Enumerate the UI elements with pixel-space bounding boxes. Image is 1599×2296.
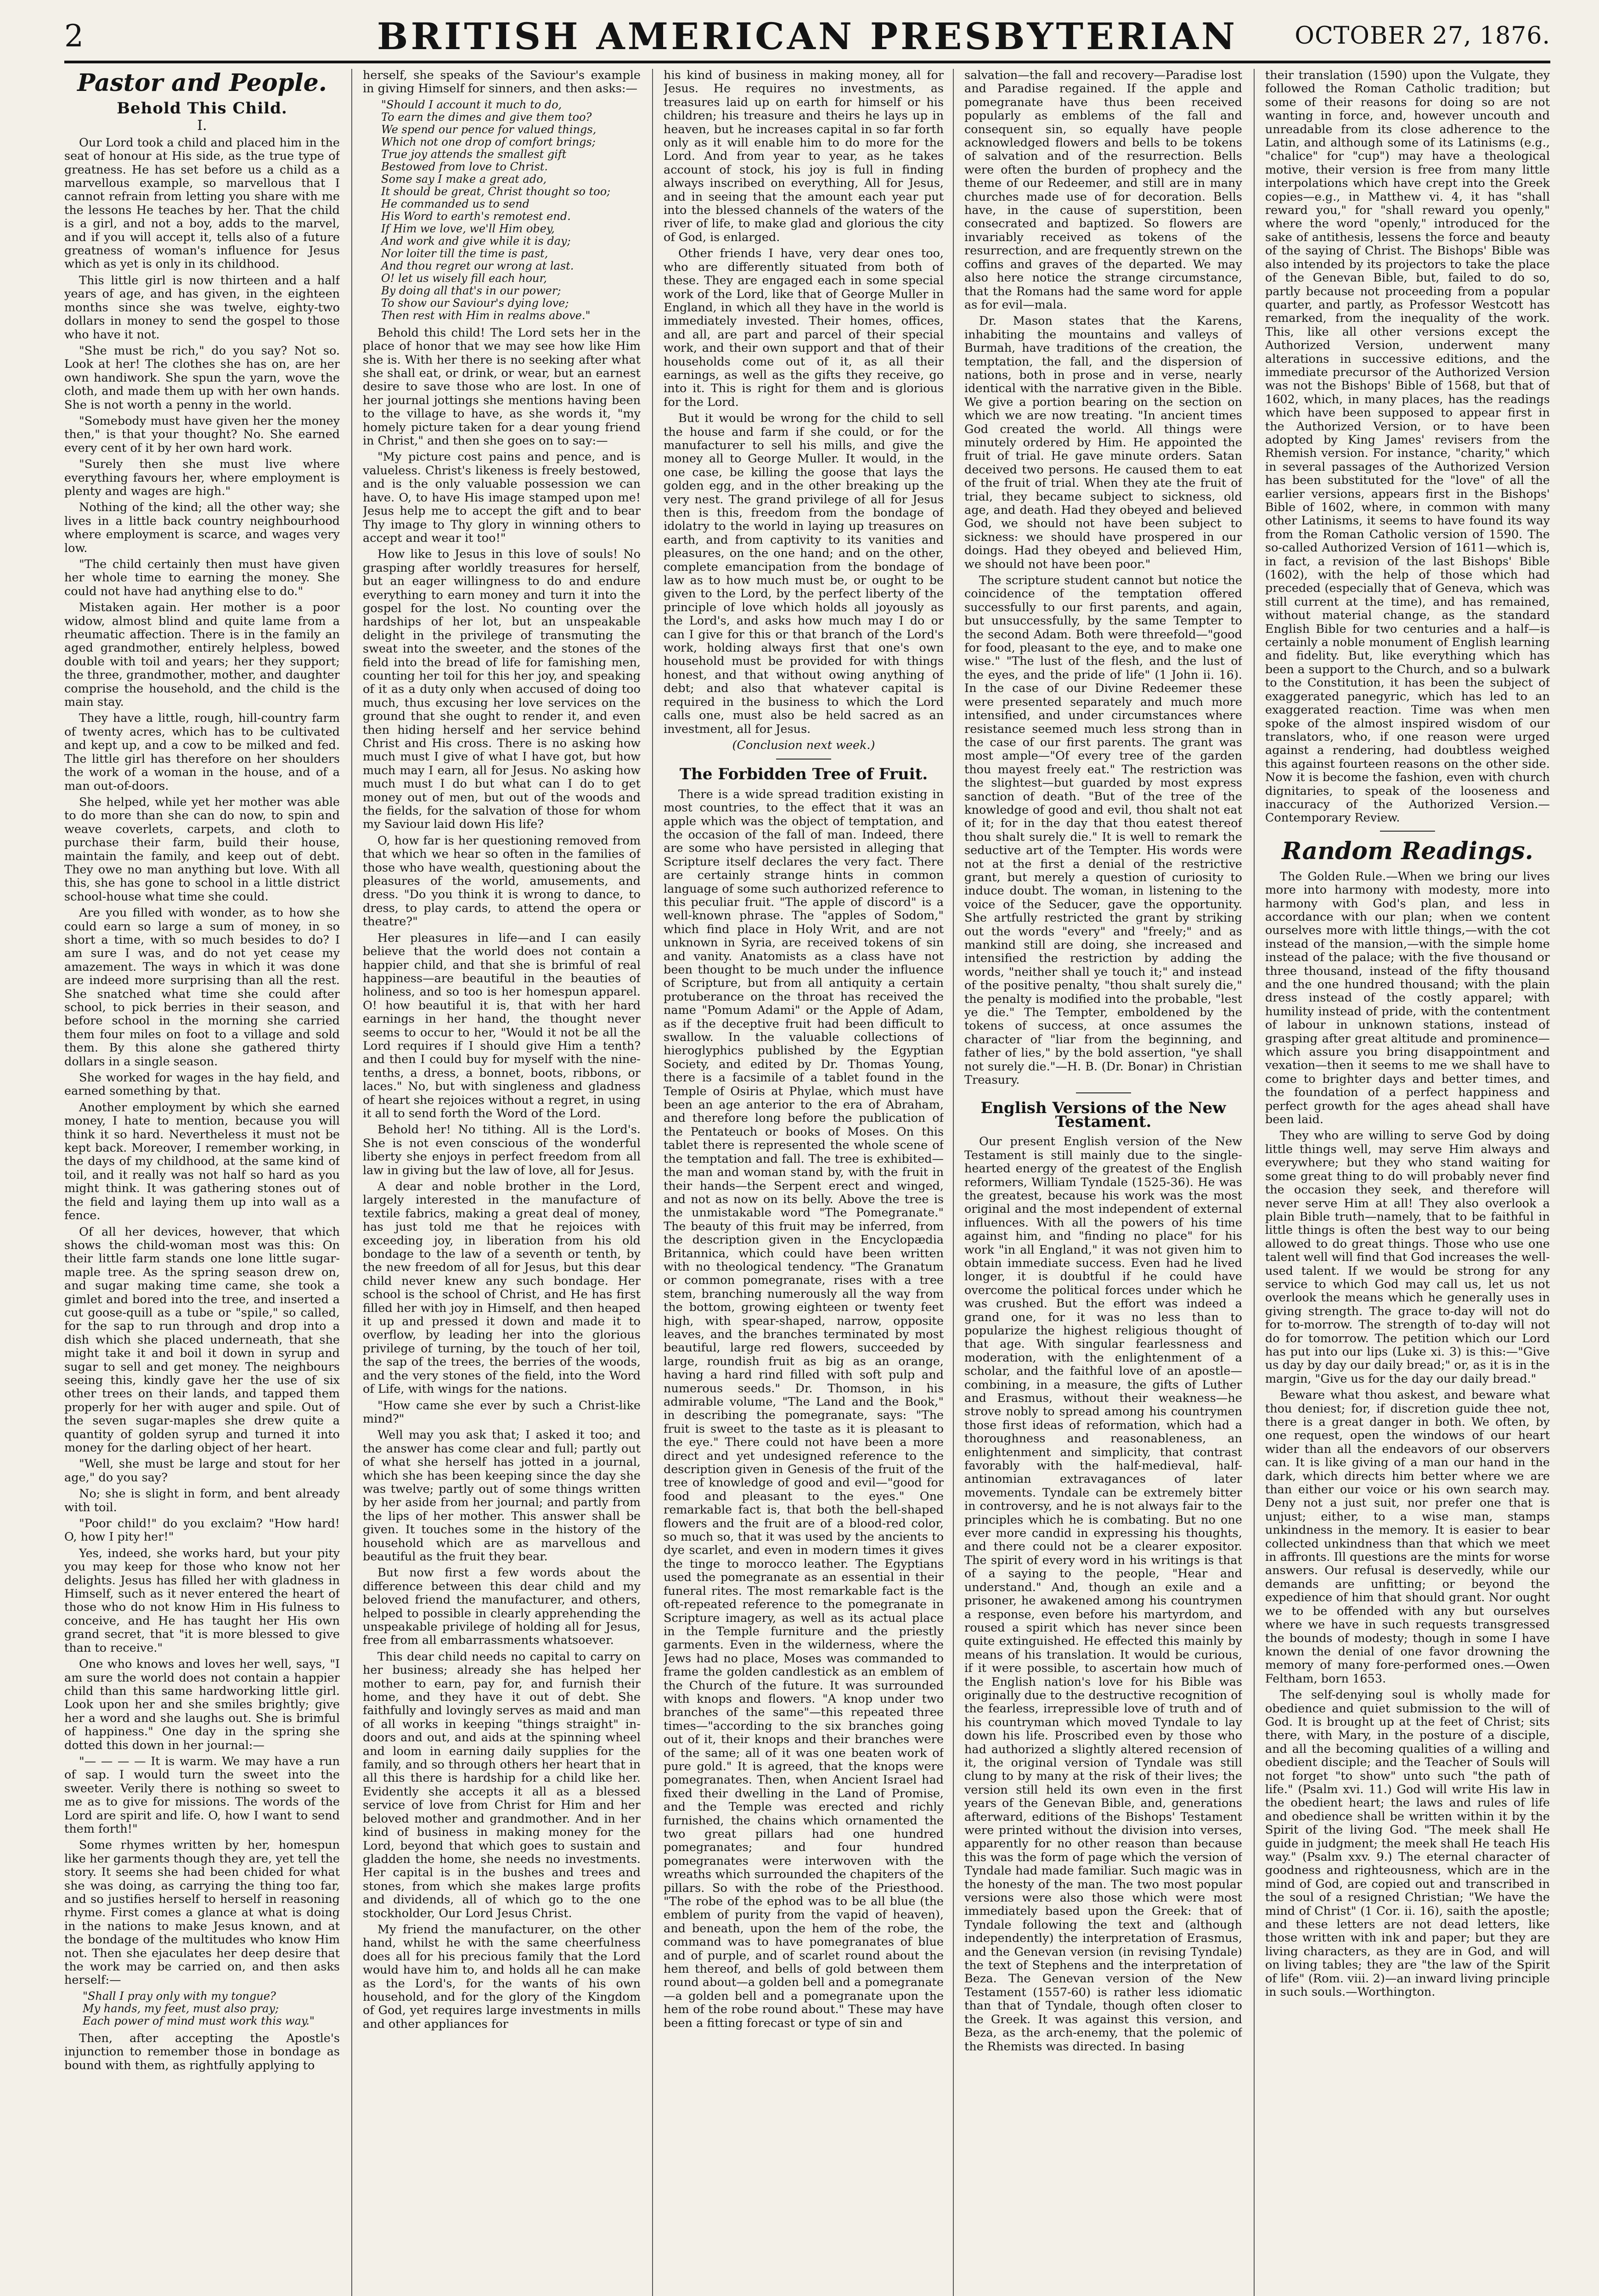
paragraph: Of all her devices, however, that which shows the child-woman most was this: On their little farm stands one lone little sugar-maple tree. As the spring season drew on, and sugar making time came, she took a gimlet and bored into the tree, and inserted a cut goose-quill as a tube or "spile," so called, for the sap to run through and drop into a dish which she placed underneath, that she might take it and boil it down in syrup and sugar to sell and get money. The neighbours seeing this, kindly gave her the use of six other trees on their lands, and tapped them properly for her with auger and spile. Out of the seven sugar-maples she drew quite a quantity of golden syrup and turned it into money for the darling object of her heart. — [64, 1225, 340, 1455]
verse-line: My hands, my feet, must also pray; — [83, 2002, 279, 2015]
paragraph: How like to Jesus in this love of souls! No grasping after worldly treasures for herself, but an eager willingness to do and endure everything to earn money and turn it into the gospel for the lost. No counting over the hardships of her lot, but an unspeakable delight in the privilege of transmuting the sweat into the sweeter, and the stones of the field into the bread of life for famishing men, counting her toil for this her joy, and speaking of it as a duty only when accused of doing too much, thus excusing her love services on the ground that she ought to render it, and even then hiding herself and her service behind Christ and His cross. There is no asking how much must I give of what I have got, but how much may I earn, all for Jesus. No asking how much must I do but what can I do to get money out of men, but out of the woods and the fields, for the salvation of those for whom my Saviour laid down His life? — [363, 547, 641, 832]
paragraph: A dear and noble brother in the Lord, largely interested in the manufacture of textile fabrics, making a great deal of money, has just told me that he rejoices with exceeding joy, in liberation from his old bondage to the law of a seventh or tenth, by the new freedom of all for Jesus, but this dear child never knew any such bondage. Her school is the school of Christ, and He has first filled her with joy in Himself, and then heaped it up and pressed it down and made it to overflow, by leading her into the glorious privilege of turning, by the touch of her toil, the sap of the trees, the berries of the woods, and the very stones of the field, into the Word of Life, with wings for the nations. — [363, 1180, 641, 1396]
paragraph: But it would be wrong for the child to sell the house and farm if she could, or for the manufacturer to sell his mills, and give the money all to George Muller. It would, in the one case, be killing the goose that lays the golden egg, and in the other breaking up the very nest. The grand privilege of all for Jesus then is this, freedom from the bondage of idolatry to the world in laying up treasures on earth, and from captivity to its vanities and pleasures, on the one hand; and on the other, complete emancipation from the bondage of law as to how much must be, or ought to be given to the Lord, by the perfect liberty of the principle of love which holds all joyously as the Lord's, and asks how much may I do or can I give for this or that branch of the Lord's work, holding always first that one's own household must be provided for with things honest, and that without owing anything of debt; and also that whatever capital is required in the business to which the Lord calls one, must also be held sacred as an investment, all for Jesus. — [664, 411, 944, 736]
column-3 — [664, 69, 944, 2296]
paragraph: Then, after accepting the Apostle's injunction to remember those in bondage as bound with them, as rightfully applying to — [64, 2031, 340, 2072]
column-1 — [64, 69, 340, 2296]
issue-date: OCTOBER 27, 1876. — [1295, 22, 1550, 50]
article-part-numeral: I. — [197, 118, 207, 134]
newspaper-title: BRITISH AMERICAN PRESBYTERIAN — [377, 15, 1238, 58]
verse-block — [381, 99, 641, 322]
verse-block — [83, 1990, 340, 2027]
verse-line: And thou regret our wrong at last. — [381, 259, 574, 272]
paragraph: One who knows and loves her well, says, "I am sure the world does not contain a happier child than this same hardworking little girl. Look upon her and she smiles brightly; give her a word and she laughs out. She is brimful of happiness." One day in the spring she dotted this down in her journal:— — [64, 1657, 340, 1752]
verse-line: If Him we love, we'll Him obey, — [381, 222, 555, 235]
paragraph: My friend the manufacturer, on the other hand, whilst he with the same cheerfulness does all for his precious family that the Lord would have him to, and holds all he can make as the Lord's, for the wants of his own household, and for the glory of the Kingdom of God, yet requires large investments in mills and other appliances for — [363, 1922, 641, 2031]
verse-line: Some say I make a great ado, — [381, 172, 547, 186]
page-number: 2 — [64, 18, 84, 54]
verse-line: "Should I account it much to do, — [381, 98, 562, 111]
column-4 — [964, 69, 1242, 2296]
verse-line: Each power of mind must work this way." — [83, 2014, 315, 2027]
column-rule — [351, 69, 352, 2296]
paragraph: They who are willing to serve God by doing little things well, may serve Him always and everywhere; but they who stand waiting for some great thing to do will probably never find the occasion they seek, and therefore will never serve Him at all! They also overlook a plain Bible truth—namely, that to be faithful in little things is often the best way to our being allowed to do great things. Those who use one talent well will find that God increases the well-used talent. If we would be strong for any service to which God may call us, let us not overlook the means which he generally uses in giving strength. The grace to-day will not do for to-morrow. The strength of to-day will not do for tomorrow. The petition which our Lord has put into our lips (Luke xi. 3) is this:—"Give us day by day our daily bread;" or, as it is in the margin, "Give us for the day our daily bread." — [1265, 1129, 1550, 1386]
article-title-english-versions: English Versions of the New Testament. — [980, 1099, 1226, 1131]
paragraph: "Somebody must have given her the money then," is that your thought? No. She earned every cent of it by her own hard work. — [64, 414, 340, 455]
paragraph: There is a wide spread tradition existing in most countries, to the effect that it was an apple which was the object of temptation, and the occasion of the fall of man. Indeed, there are some who have persisted in alleging that Scripture itself declares the very fact. There are certainly strange hints in common language of some such authorized reference to this peculiar fruit. "The apple of discord" is a well-known phrase. The "apples of Sodom," which find place in Holy Writ, and are not unknown in Syria, are received tokens of sin and vanity. Anatomists as a class have not been thought to be much under the influence of Scripture, but from all antiquity a certain protuberance on the throat has received the name "Pomum Adami" or the Apple of Adam, as if the deceptive fruit had been difficult to swallow. In the valuable collections of hieroglyphics published by the Egyptian Society, and edited by Dr. Thomas Young, there is a facsimile of a tablet found in the Temple of Osiris at Phylae, which must have been an age anterior to the era of Abraham, and therefore long before the publication of the Pentateuch or books of Moses. On this tablet there is represented the whole scene of the temptation and fall. The tree is exhibited—the man and woman stand by, with the fruit in their hands—the Serpent erect and winged, and not as now on its belly. Above the tree is the unmistakable word "The Pomegranate." The beauty of this fruit may be inferred, from the description given in the Encyclopædia Britannica, which could have been written with no theological tendency. "The Granatum or common pomegranate, rises with a tree stem, branching numerously all the way from the bottom, growing eighteen or twenty feet high, with spear-shaped, narrow, opposite leaves, and the branches terminated by most beautiful, large red flowers, succeeded by large, roundish fruit as big as an orange, having a hard rind filled with soft pulp and numerous seeds." Dr. Thomson, in his admirable volume, "The Land and the Book," in describing the pomegranate, says: "The fruit is sweet to the taste as it is pleasant to the eye." There could not have been a more direct and yet undesigned reference to the description given in Genesis of the fruit of the tree of knowledge of good and evil—"good for food and pleasant to the eyes." One remarkable fact is, that both the bell-shaped flowers and the fruit are of a blood-red color, so much so, that it was used by the ancients to dye scarlet, and even in modern times it gives the tinge to morocco leather. The Egyptians used the pomegranate as an essential in their funeral rites. The most remarkable fact is the oft-repeated reference to the pomegranate in Scripture imagery, as well as its actual place in the Temple furniture and the priestly garments. Even in the wilderness, where the Jews had no place, Moses was commanded to frame the golden candlestick as an emblem of the Church of the future. It was surrounded with knops and flowers. "A knop under two branches of the same"—this repeated three times—"according to the six branches going out of it, their knops and their branches were of the same; all of it was one beaten work of pure gold." It is agreed, that the knops were pomegranates. Then, when Ancient Israel had fixed their dwelling in the Land of Promise, and the Temple was erected and richly furnished, the chains which ornamented the two great pillars had one hundred pomegranates; and four hundred pomegranates were interwoven with the wreaths which surrounded the chapiters of the pillars. So with the robe of the Priesthood. "The robe of the ephod was to be all blue (the emblem of purity from the vapid of heaven), and beneath, upon the hem of the robe, the command was to have pomegranates of blue and of purple, and of scarlet round about the hem thereof, and bells of gold between them round about—a golden bell and a pomegranate—a golden bell and a pomegranate upon the hem of the robe round about." These may have been a fitting forecast or type of sin and — [664, 787, 944, 2030]
paragraph: "Well, she must be large and stout for her age," do you say? — [64, 1457, 340, 1485]
paragraph: Behold her! No tithing. All is the Lord's. She is not even conscious of the wonderful liberty she enjoys in perfect freedom from all law in giving but the law of love, all for Jesus. — [363, 1123, 641, 1177]
paragraph: Our Lord took a child and placed him in the seat of honour at His side, as the true type of greatness. He has set before us a child as a marvellous example, so marvellous that I cannot refrain from letting you share with me the lessons He teaches by her. That the child is a girl, and not a boy, adds to the marvel, and if you will accept it, tells also of a future greatness of woman's influence for Jesus which as yet is only in its childhood. — [64, 135, 340, 271]
paragraph: Dr. Mason states that the Karens, inhabiting the mountains and valleys of Burmah, have traditions of the creation, the temptation, the fall, and the dispersion of nations, both in prose and in verse, nearly identical with the narrative given in the Bible. We give a portion bearing on the section on which we are now treating. "In ancient times God created the world. All things were minutely ordered by Him. He appointed the fruit of trial. He gave minute orders. Satan deceived two persons. He caused them to eat of the fruit of trial. When they ate the fruit of trial, they became subject to sickness, old age, and death. Had they obeyed and believed God, we should not have been subject to sickness: we should have prospered in our doings. Had they obeyed and believed Him, we should not have been poor." — [964, 314, 1242, 571]
paragraph: This dear child needs no capital to carry on her business; already she has helped her mother to earn, pay for, and furnish their home, and they have it out of debt. She faithfully and lovingly serves as maid and man of all works in keeping "things straight" in-doors and out, and aids at the spinning wheel and loom in earning daily supplies for the family, and so through others her heart that in all this there is hardship for a child like her. Evidently she accepts it all as a blessed service of love from Christ for Him and her beloved mother and grandmother. And in her kind of business in making money for the Lord, beyond that which goes to sustain and gladden the home, she needs no investments. Her capital is in the bushes and trees and stones, from which she makes large profits and dividends, all of which go to the one stockholder, Our Lord Jesus Christ. — [363, 1649, 641, 1920]
verse-line: Which not one drop of comfort brings; — [381, 135, 596, 148]
paragraph: She helped, while yet her mother was able to do more than she can do now, to spin and weave coverlets, carpets, and cloth to purchase their farm, build their house, maintain the family, and keep out of debt. They owe no man anything but love. With all this, she has gone to school in a little district school-house what time she could. — [64, 795, 340, 904]
verse-line: He commanded us to send — [381, 197, 529, 210]
paragraph: The Golden Rule.—When we bring our lives more into harmony with modesty, more into harmony with God's plan, and less in accordance with our plan; when we content ourselves more with little things,—with the cot instead of the mansion,—with the simple home instead of the palace; with the five thousand or three thousand, instead of the fifty thousand and the one hundred thousand; with the plain dress instead of the costly apparel; with humility instead of pride, with the contentment of labour in unknown stations, instead of grasping after great altitude and prominence—which assure you bring disappointment and vexation—then it seems to me we shall have to come to brighter days and better times, and the foundation of a perfect happiness and perfect growth for the ages ahead shall have been laid. — [1265, 869, 1550, 1127]
verse-line: We spend our pence for valued things, — [381, 123, 597, 136]
paragraph: Yes, indeed, she works hard, but your pity you may keep for those who know not her delights. Jesus has filled her with gladness in Himself, such as it never entered the heart of those who do not know Him in His fulness to conceive, and He has taught her His own grand secret, that "it is more blessed to give than to receive." — [64, 1546, 340, 1655]
paragraph: Beware what thou askest, and beware what thou deniest; for, if discretion guide thee not, there is a great danger in both. We often, by one request, open the windows of our heart wider than all the endeavors of our observers can. It is like giving of a man our hand in the dark, which directs him better where we are than either our voice or his own search may. Deny not a just suit, nor prefer one that is unjust; either, to a wise man, stamps unkindness in the memory. It is easier to bear collected unkindness than that which we meet in affronts. Ill questions are the mints for worse answers. Our refusal is deservedly, while our demands are unfitting; or beyond the expedience of him that should grant. Nor ought we to be offended with any but ourselves where we have in such requests transgressed the bounds of modesty; though in some I have known the denial of one favor drowning the memory of many fore-performed ones.—Owen Feltham, born 1653. — [1265, 1388, 1550, 1686]
paragraph: Mistaken again. Her mother is a poor widow, almost blind and quite lame from a rheumatic affection. There is in the family an aged grandmother, entirely helpless, bowed double with toil and years; her they support; the three, grandmother, mother, and daughter comprise the household, and the child is the main stay. — [64, 601, 340, 709]
verse-line: It should be great, Christ thought so too; — [381, 185, 611, 198]
paragraph: Her pleasures in life—and I can easily believe that the world does not contain a happier child, and that she is brimful of real happiness—are beautiful in the beauties of holiness, and so too is her homespun apparel. O! how beautiful it is, that with her hard earnings in her hand, the thought never seems to occur to her, "Would it not be all the Lord requires if I should give Him a tenth? and then I could buy for myself with the nine-tenths, a dress, a bonnet, boots, ribbons, or laces." No, but with singleness and gladness of heart she rejoices without a regret, in using it all to send forth the Word of the Lord. — [363, 931, 641, 1120]
verse-line: To earn the dimes and give them too? — [381, 110, 592, 124]
verse-line: Then rest with Him in realms above." — [381, 309, 591, 322]
verse-line: And work and give while it is day; — [381, 234, 571, 248]
paragraph: The scripture student cannot but notice the coincidence of the temptation offered successfully to our first parents, and again, but unsuccessfully, by the same Tempter to the second Adam. Both were threefold—"good for food, pleasant to the eye, and to make one wise." "The lust of the flesh, and the lust of the eyes, and the pride of life" (1 John ii. 16). In the case of our Divine Redeemer these were presented separately and much more intensified, and under circumstances where resistance seemed much less strong than in the case of our first parents. The grant was most ample—"Of every tree of the garden thou mayest freely eat." The restriction was the slightest—but guarded by most express sanction of death. "But of the tree of the knowledge of good and evil, thou shalt not eat of it; for in the day that thou eatest thereof thou shalt surely die." It is well to remark the seductive art of the Tempter. His words were not at the first a denial of the restrictive grant, but merely a question of curiosity to induce doubt. The woman, in listening to the voice of the Seducer, gave the opportunity. She artfully restricted the grant by striking out the words "every" and "freely;" and as mankind still are doing, she increased and intensified the restriction by adding the words, "neither shall ye touch it;" and instead of the positive penalty, "thou shalt surely die," the penalty is modified into the probable, "lest ye die." The Tempter, emboldened by the tokens of success, at once assumes the character of "liar from the beginning, and father of lies," by the bold assertion, "ye shall not surely die."—H. B. (Dr. Bonar) in Christian Treasury. — [964, 574, 1242, 1087]
divider — [776, 759, 831, 760]
column-rule — [1254, 69, 1255, 2296]
verse-line: Bestowed from love to Christ. — [381, 160, 548, 173]
paragraph: O, how far is her questioning removed from that which we hear so often in the families of those who have wealth, questioning about the pleasures of the world, amusements, and dress. "Do you think it is wrong to dance, to dress, to play cards, to attend the opera or theatre?" — [363, 833, 641, 929]
paragraph: "— — — — It is warm. We may have a run of sap. I would turn the sweet into the sweeter. Verily there is nothing so sweet to me as to give for missions. The words of the Lord are spirit and life. O, how I want to send them forth!" — [64, 1754, 340, 1836]
paragraph: "She must be rich," do you say? Not so. Look at her! The clothes she has on, are her own handiwork. She spun the yarn, wove the cloth, and made them up with her own hands. She is not worth a penny in the world. — [64, 343, 340, 412]
paragraph: Our present English version of the New Testament is still mainly due to the single-hearted energy of the greatest of the English reformers, William Tyndale (1525-36). He was the greatest, because his work was the most original and the most independent of external influences. With all the powers of his time against him, and "finding no place" for his work "in all England," it was not given him to obtain immediate success. Even had he lived longer, it is doubtful if he could have overcome the political forces under which he was crushed. But the effort was indeed a grand one, for it was no less than to popularize the highest religious thought of that age. With singular fearlessness and moderation, with the enlightenment of a scholar, and the faithful love of an apostle—combining, in a measure, the gifts of Luther and Erasmus, without their weakness—he strove nobly to spread among his countrymen those first ideas of reformation, which had a thoroughness and reasonableness, an enlightenment and simplicity, that contrast favorably with the half-medieval, half-antinomian extravagances of later movements. Tyndale can be extremely bitter in controversy, and he is not always fair to the principles which he is combating. But no one ever more candid in expressing his thoughts, and there could not be a clearer expositor. The spirit of every word in his writings is that of a saying to the people, "Hear and understand." And, though an exile and a prisoner, he awakened among his countrymen a response, even before his martyrdom, and roused a spirit which has never since been quite extinguished. He effected this mainly by means of his translation. It would be curious, if it were possible, to ascertain how much of the English nation's love for his Bible was originally due to the destructive recognition of the fearless, irrepressible love of truth and of his countryman which moved Tyndale to lay down his life. Proscribed even by those who had authorized a slightly altered recension of it, the original version of Tyndale was still clung to by many at the risk of their lives; the version still held its own even in the first years of the Genevan Bible, and, generations afterward, editions of the Bishops' Testament were printed without the division into verses, apparently for no other reason than because this was the form of page which the version of Tyndale had made familiar. Such magic was in the honesty of the man. The two most popular versions were also those which were most immediately based upon the Greek: that of Tyndale following the text and (although independently) the interpretation of Erasmus, and the Genevan version (in revising Tyndale) the text of Stephens and the interpretation of Beza. The Genevan version of the New Testament (1557-60) is rather less idiomatic than that of Tyndale, though often closer to the Greek. It was against this version, and Beza, as the arch-enemy, that the polemic of the Rhemists was directed. In basing — [964, 1135, 1242, 2054]
article-title-forbidden-tree: The Forbidden Tree of Fruit. — [679, 765, 928, 784]
verse-line: Nor loiter till the time is past, — [381, 247, 548, 260]
verse-line: His Word to earth's remotest end. — [381, 209, 571, 223]
paragraph: his kind of business in making money, all for Jesus. He requires no investments, as treasures laid up on earth for himself or his children; his treasure and theirs he lays up in heaven, but he increases capital in so far forth only as it will enable him to do more for the Lord. And from year to year, as he takes account of stock, his joy is full in finding always inscribed on everything, All for Jesus, and in seeing that the amount each year put into the blessed channels of the waters of the river of life, to make glad and glorious the city of God, is enlarged. — [664, 69, 944, 244]
verse-line: True joy attends the smallest gift — [381, 147, 567, 161]
paragraph: salvation—the fall and recovery—Paradise lost and Paradise regained. If the apple and pomegranate have thus been received popularly as emblems of the fall and consequent sin, so equally have people acknowledged flowers and bells to be tokens of salvation and of the resurrection. Bells were often the burden of prophecy and the theme of our Redeemer, and still are in many churches made use of for decoration. Bells have, in the cause of superstition, been consecrated and baptized. So flowers are invariably received as tokens of the resurrection, and are frequently strewn on the coffins and graves of the departed. We may also here notice the strange circumstance, that the Romans had the same word for apple as for evil—mala. — [964, 69, 1242, 312]
divider — [1380, 831, 1435, 832]
column-rule — [953, 69, 954, 2296]
divider — [1076, 1092, 1131, 1093]
paragraph: But now first a few words about the difference between this dear child and my beloved friend the manufacturer, and others, helped to possible in clearly apprehending the unspeakable privilege of holding all for Jesus, free from all embarrassments whatsoever. — [363, 1566, 641, 1648]
paragraph: "Surely then she must live where everything favours her, where employment is plenty and wages are high." — [64, 457, 340, 498]
paragraph: Behold this child! The Lord sets her in the place of honor that we may see how like Him she is. With her there is no seeking after what she shall eat, or drink, or wear, but an earnest desire to save those who are lost. In one of her journal jottings she mentions having been to the village to have, as she words it, "my homely picture taken for a dear young friend in Christ," and then she goes on to say:— — [363, 326, 641, 448]
paragraph: Another employment by which she earned money, I hate to mention, because you will think it so hard. Nevertheless it must not be kept back. Moreover, I remember working, in the days of my childhood, at the same kind of toil, and it really was not half so hard as you might think. It was gathering stones out of the field and laying them up into wall as a fence. — [64, 1100, 340, 1223]
paragraph: Are you filled with wonder, as to how she could earn so large a sum of money, in so short a time, with so much besides to do? I am sure I was, and do not yet cease my amazement. The ways in which it was done are indeed more surprising than all the rest. She snatched what time she could after school, to pick berries in their season, and before school in the morning she carried them four miles on foot to a village and sold them. By this alone she gathered thirty dollars in a single season. — [64, 906, 340, 1069]
section-header-random-readings: Random Readings. — [1282, 837, 1533, 865]
paragraph: Nothing of the kind; all the other way; she lives in a little back country neighbourhood where employment is scarce, and wages very low. — [64, 501, 340, 555]
paragraph: "Poor child!" do you exclaim? "How hard! O, how I pity her!" — [64, 1517, 340, 1544]
verse-line: To show our Saviour's dying love; — [381, 296, 569, 310]
column-2 — [363, 69, 641, 2296]
paragraph: "How came she ever by such a Christ-like mind?" — [363, 1398, 641, 1426]
article-title: Behold This Child. — [117, 99, 287, 118]
column-rule — [652, 69, 653, 2296]
paragraph: "My picture cost pains and pence, and is valueless. Christ's likeness is freely bestowed, and is the only valuable possession we can have. O, to have His image stamped upon me! Jesus help me to accept the gift and to bear Thy image to Thy glory in winning others to accept and wear it too!" — [363, 450, 641, 545]
section-header-pastor-and-people: Pastor and People. — [77, 69, 327, 97]
paragraph: Well may you ask that; I asked it too; and the answer has come clear and full; partly out of what she herself has jotted in a journal, which she has been keeping since the day she was twelve; partly out of some things written by her aside from her journal; and partly from the lips of her mother. This answer shall be given. It touches some in the history of the household which are as marvellous and beautiful as the fruit they bear. — [363, 1428, 641, 1564]
paragraph: Some rhymes written by her, homespun like her garments though they are, yet tell the story. It seems she had been chided for what she was doing, as carrying the thing too far, and so justifies herself to herself in reasoning rhyme. First comes a glance at what is doing in the nations to make Jesus known, and at the bondage of the multitudes who know Him not. Then she ejaculates her deep desire that the work may be carried on, and then asks herself:— — [64, 1838, 340, 1987]
paragraph: herself, she speaks of the Saviour's example in giving Himself for sinners, and then asks:— — [363, 69, 641, 96]
verse-line: "Shall I pray only with my tongue? — [83, 1989, 276, 2003]
column-5 — [1265, 69, 1550, 2296]
verse-line: By doing all that's in our power; — [381, 284, 561, 297]
continuation-note: (Conclusion next week.) — [732, 738, 875, 752]
paragraph: This little girl is now thirteen and a half years of age, and has given, in the eighteen months since she was twelve, eighty-two dollars in money to send the gospel to those who have it not. — [64, 273, 340, 342]
paragraph: The self-denying soul is wholly made for obedience and quiet submission to the will of God. It is brought up at the feet of Christ; sits there, with Mary, in the posture of a disciple, and all the becoming qualities of a willing and obedient disciple; and the Teacher of Souls will not forget "to show" unto such "the path of life." (Psalm xvi. 11.) God will write His law in the obedient heart; the laws and rules of life and obedience shall be written within it by the Spirit of the living God. "The meek shall He guide in judgment; the meek shall He teach His way." (Psalm xxv. 9.) The eternal character of goodness and righteousness, which are in the mind of God, are copied out and transcribed in the soul of a resigned Christian; "We have the mind of Christ" (1 Cor. ii. 16), saith the apostle; and these letters are not dead letters, like those written with ink and paper; but they are living characters, as they are in God, and will on living tables; they are "the law of the Spirit of life" (Rom. viii. 2)—an inward living principle in such souls.—Worthington. — [1265, 1688, 1550, 1999]
paragraph: Other friends I have, very dear ones too, who are differently situated from both of these. They are engaged each in some special work of the Lord, like that of George Muller in England, in which all they have in the world is immediately invested. Their homes, offices, and all, are part and parcel of their special work, and their own support and that of their households come out of it, as all their earnings, as well as the gifts they receive, go into it. This is right for them and is glorious for the Lord. — [664, 247, 944, 409]
masthead — [64, 10, 1550, 63]
verse-line: O! let us wisely fill each hour, — [381, 271, 547, 285]
paragraph: They have a little, rough, hill-country farm of twenty acres, which has to be cultivated and kept up, and a cow to be milked and fed. The little girl has therefore on her shoulders the work of a woman in the house, and of a man out-of-doors. — [64, 711, 340, 793]
paragraph: She worked for wages in the hay field, and earned something by that. — [64, 1071, 340, 1098]
paragraph: No; she is slight in form, and bent already with toil. — [64, 1487, 340, 1514]
paragraph: their translation (1590) upon the Vulgate, they followed the Roman Catholic tradition; but some of their reasons for doing so are not wanting in force, and, however uncouth and unreadable from its close adherence to the Latin, and although some of its Latinisms (e.g., "chalice" for "cup") may have a theological motive, their version is free from many little interpolations which have crept into the Greek copies—e.g., in Matthew vi. 4, it has "shall reward you," for "shall reward you openly," where the word "openly," introduced for the sake of antithesis, lessens the force and beauty of the saying of Christ. The Bishops' Bible was also intended by its projectors to take the place of the Genevan Bible, but, failed to do so, partly because not proceeding from a popular quarter, and partly, as Professor Westcott has remarked, from the inequality of the work. This, like all other versions except the Authorized Version, underwent many alterations in successive editions, and the immediate precursor of the Authorized Version was not the Bishops' Bible of 1568, but that of 1602, which, in many places, has the readings which have been supposed to appear first in the Authorized Version, or to have been adopted by King James' revisers from the Rhemish version. For instance, "charity," which in several passages of the Authorized Version has been substituted for the "love" of all the earlier versions, appears first in the Bishops' Bible of 1602, where, in common with many other Latinisms, it seems to have found its way from the Roman Catholic version of 1590. The so-called Authorized Version of 1611—which is, in fact, a revision of the last Bishops' Bible (1602), with the help of those which had preceded (especially that of Geneva, which was still current at the time), and has remained, without material change, as the standard English Bible for two centuries and a half—is certainly a noble monument of English learning and fidelity. But, like everything which has been a support to the Church, and so a bulwark to the Constitution, it has been the subject of exaggerated panegyric, which has led to an exaggerated reaction. Time was when men spoke of the almost inspired wisdom of our translators, who, if one reason were urged against a rendering, had doubtless weighed this against fourteen reasons on the other side. Now it is become the fashion, even with church dignitaries, to speak of the looseness and inaccuracy of the Authorized Version.—Contemporary Review. — [1265, 69, 1550, 825]
paragraph: "The child certainly then must have given her whole time to earning the money. She could not have had anything else to do." — [64, 557, 340, 598]
